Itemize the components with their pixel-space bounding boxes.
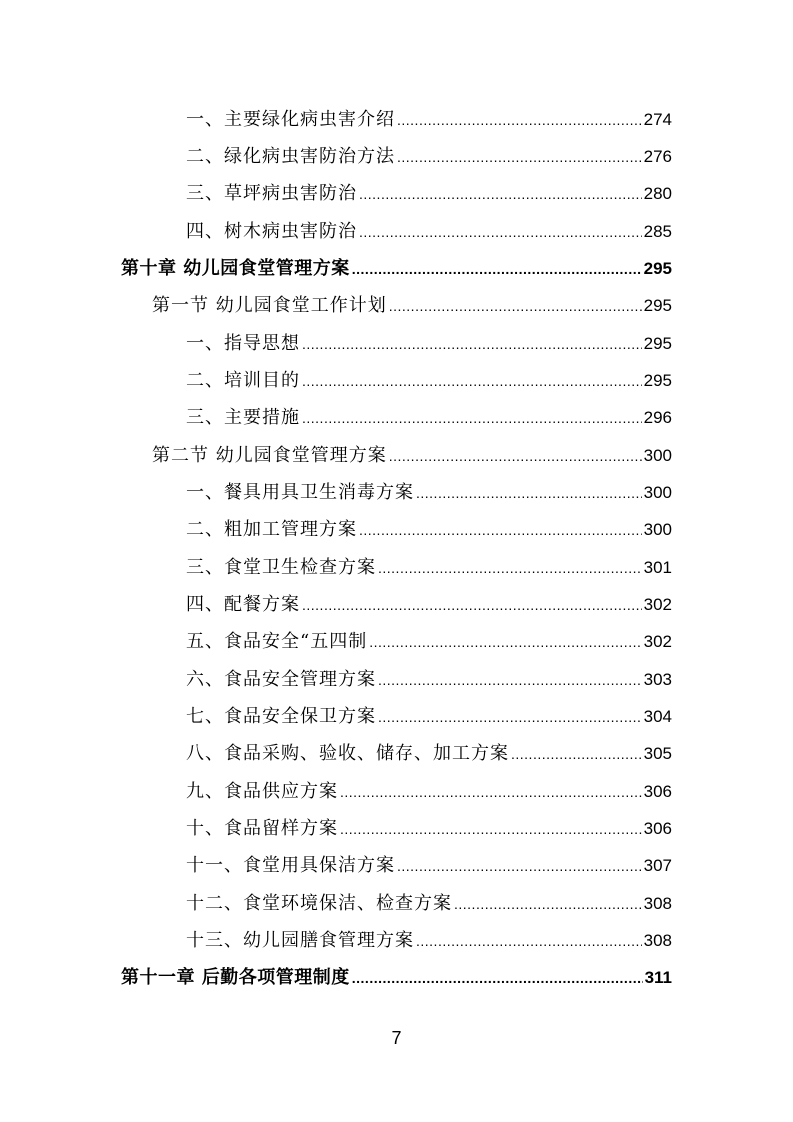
toc-chapter[interactable]	[121, 250, 672, 287]
dot-leader	[302, 587, 642, 624]
toc-entry[interactable]	[186, 847, 672, 884]
toc-section[interactable]	[152, 437, 672, 474]
toc-entry-title: 七、食品安全保卫方案	[186, 706, 376, 727]
toc-entry[interactable]	[186, 101, 672, 138]
toc-entry[interactable]	[186, 661, 672, 698]
dot-leader	[340, 811, 642, 848]
dot-leader	[369, 624, 641, 661]
dot-leader	[378, 550, 642, 587]
dot-leader	[378, 699, 642, 736]
toc-entry-page: 302	[643, 595, 672, 614]
toc-entry[interactable]	[186, 623, 672, 660]
toc-entry-title: 二、粗加工管理方案	[186, 519, 357, 540]
dot-leader	[378, 662, 642, 699]
toc-entry[interactable]	[186, 175, 672, 212]
toc-entry-title: 三、草坪病虫害防治	[186, 183, 357, 204]
dot-leader	[302, 326, 642, 363]
dot-leader	[397, 139, 642, 176]
toc-entry[interactable]	[186, 325, 672, 362]
toc-entry-page: 307	[643, 856, 672, 875]
toc-entry-title: 二、培训目的	[186, 370, 300, 391]
toc-entry-page: 295	[643, 371, 672, 390]
toc-entry[interactable]	[186, 474, 672, 511]
toc-entry[interactable]	[186, 362, 672, 399]
toc-chapter[interactable]	[121, 959, 672, 996]
toc-entry[interactable]	[186, 213, 672, 250]
toc-entry-page: 300	[643, 520, 672, 539]
dot-leader	[416, 475, 642, 512]
toc-chapter-page: 311	[644, 968, 672, 987]
toc-entry-page: 302	[643, 632, 672, 651]
toc-entry-page: 304	[643, 707, 672, 726]
toc-entry-page: 305	[643, 744, 672, 763]
page-number: 7	[391, 1028, 402, 1048]
toc-entry-title: 一、指导思想	[186, 333, 300, 354]
toc-entry-title: 九、食品供应方案	[186, 781, 338, 802]
toc-entry-title: 四、树木病虫害防治	[186, 221, 357, 242]
dot-leader	[389, 438, 642, 475]
toc-entry[interactable]	[186, 586, 672, 623]
toc-entry-title: 十一、食堂用具保洁方案	[186, 855, 395, 876]
toc-chapter-page: 295	[643, 259, 672, 278]
toc-entry[interactable]	[186, 773, 672, 810]
toc-entry-page: 303	[643, 670, 672, 689]
toc-entry-title: 十、食品留样方案	[186, 818, 338, 839]
toc-section-title: 第二节 幼儿园食堂管理方案	[152, 445, 387, 466]
dot-leader	[416, 923, 642, 960]
toc-entry-title: 五、食品安全“五四制	[186, 631, 368, 652]
toc-entry[interactable]	[186, 138, 672, 175]
dot-leader	[352, 251, 642, 288]
toc-entry-page: 274	[643, 110, 672, 129]
dot-leader	[359, 176, 642, 213]
toc-entry-page: 300	[643, 483, 672, 502]
dot-leader	[302, 363, 642, 400]
dot-leader	[511, 736, 642, 773]
toc-entry-title: 一、主要绿化病虫害介绍	[186, 109, 395, 130]
toc-section-title: 第一节 幼儿园食堂工作计划	[152, 295, 387, 316]
toc-entry[interactable]	[186, 922, 672, 959]
toc-section[interactable]	[152, 287, 672, 324]
toc-entry-page: 295	[643, 334, 672, 353]
toc-entry-title: 三、主要措施	[186, 407, 300, 428]
dot-leader	[302, 400, 642, 437]
toc-entry-page: 301	[643, 558, 672, 577]
toc-section-page: 295	[643, 296, 672, 315]
toc-entry-title: 十三、幼儿园膳食管理方案	[186, 930, 414, 951]
dot-leader	[340, 774, 642, 811]
toc-entry[interactable]	[186, 399, 672, 436]
toc-entry-page: 306	[643, 782, 672, 801]
toc-entry[interactable]	[186, 698, 672, 735]
dot-leader	[397, 102, 642, 139]
toc-entry-title: 八、食品采购、验收、储存、加工方案	[186, 743, 509, 764]
dot-leader	[352, 960, 643, 997]
toc-entry[interactable]	[186, 511, 672, 548]
toc-entry[interactable]	[186, 810, 672, 847]
toc-chapter-title: 第十一章 后勤各项管理制度	[121, 967, 350, 988]
toc-entry-title: 四、配餐方案	[186, 594, 300, 615]
toc-entry[interactable]	[186, 735, 672, 772]
toc-entry-page: 308	[643, 894, 672, 913]
toc-entry-title: 三、食堂卫生检查方案	[186, 557, 376, 578]
toc-entry-page: 280	[643, 184, 672, 203]
toc-entry-page: 276	[643, 147, 672, 166]
dot-leader	[359, 214, 642, 251]
toc-entry-page: 296	[643, 408, 672, 427]
toc-entry[interactable]	[186, 885, 672, 922]
toc-entry-title: 六、食品安全管理方案	[186, 669, 376, 690]
toc-entry-title: 十二、食堂环境保洁、检查方案	[186, 893, 452, 914]
dot-leader	[454, 886, 642, 923]
toc-entry-title: 二、绿化病虫害防治方法	[186, 146, 395, 167]
toc-entry-page: 308	[643, 931, 672, 950]
toc-entry[interactable]	[186, 549, 672, 586]
toc-entry-title: 一、餐具用具卫生消毒方案	[186, 482, 414, 503]
toc-chapter-title: 第十章 幼儿园食堂管理方案	[121, 258, 350, 279]
toc-entry-page: 285	[643, 222, 672, 241]
dot-leader	[397, 848, 642, 885]
toc-entry-page: 306	[643, 819, 672, 838]
dot-leader	[389, 288, 642, 325]
dot-leader	[359, 512, 642, 549]
toc-section-page: 300	[643, 446, 672, 465]
